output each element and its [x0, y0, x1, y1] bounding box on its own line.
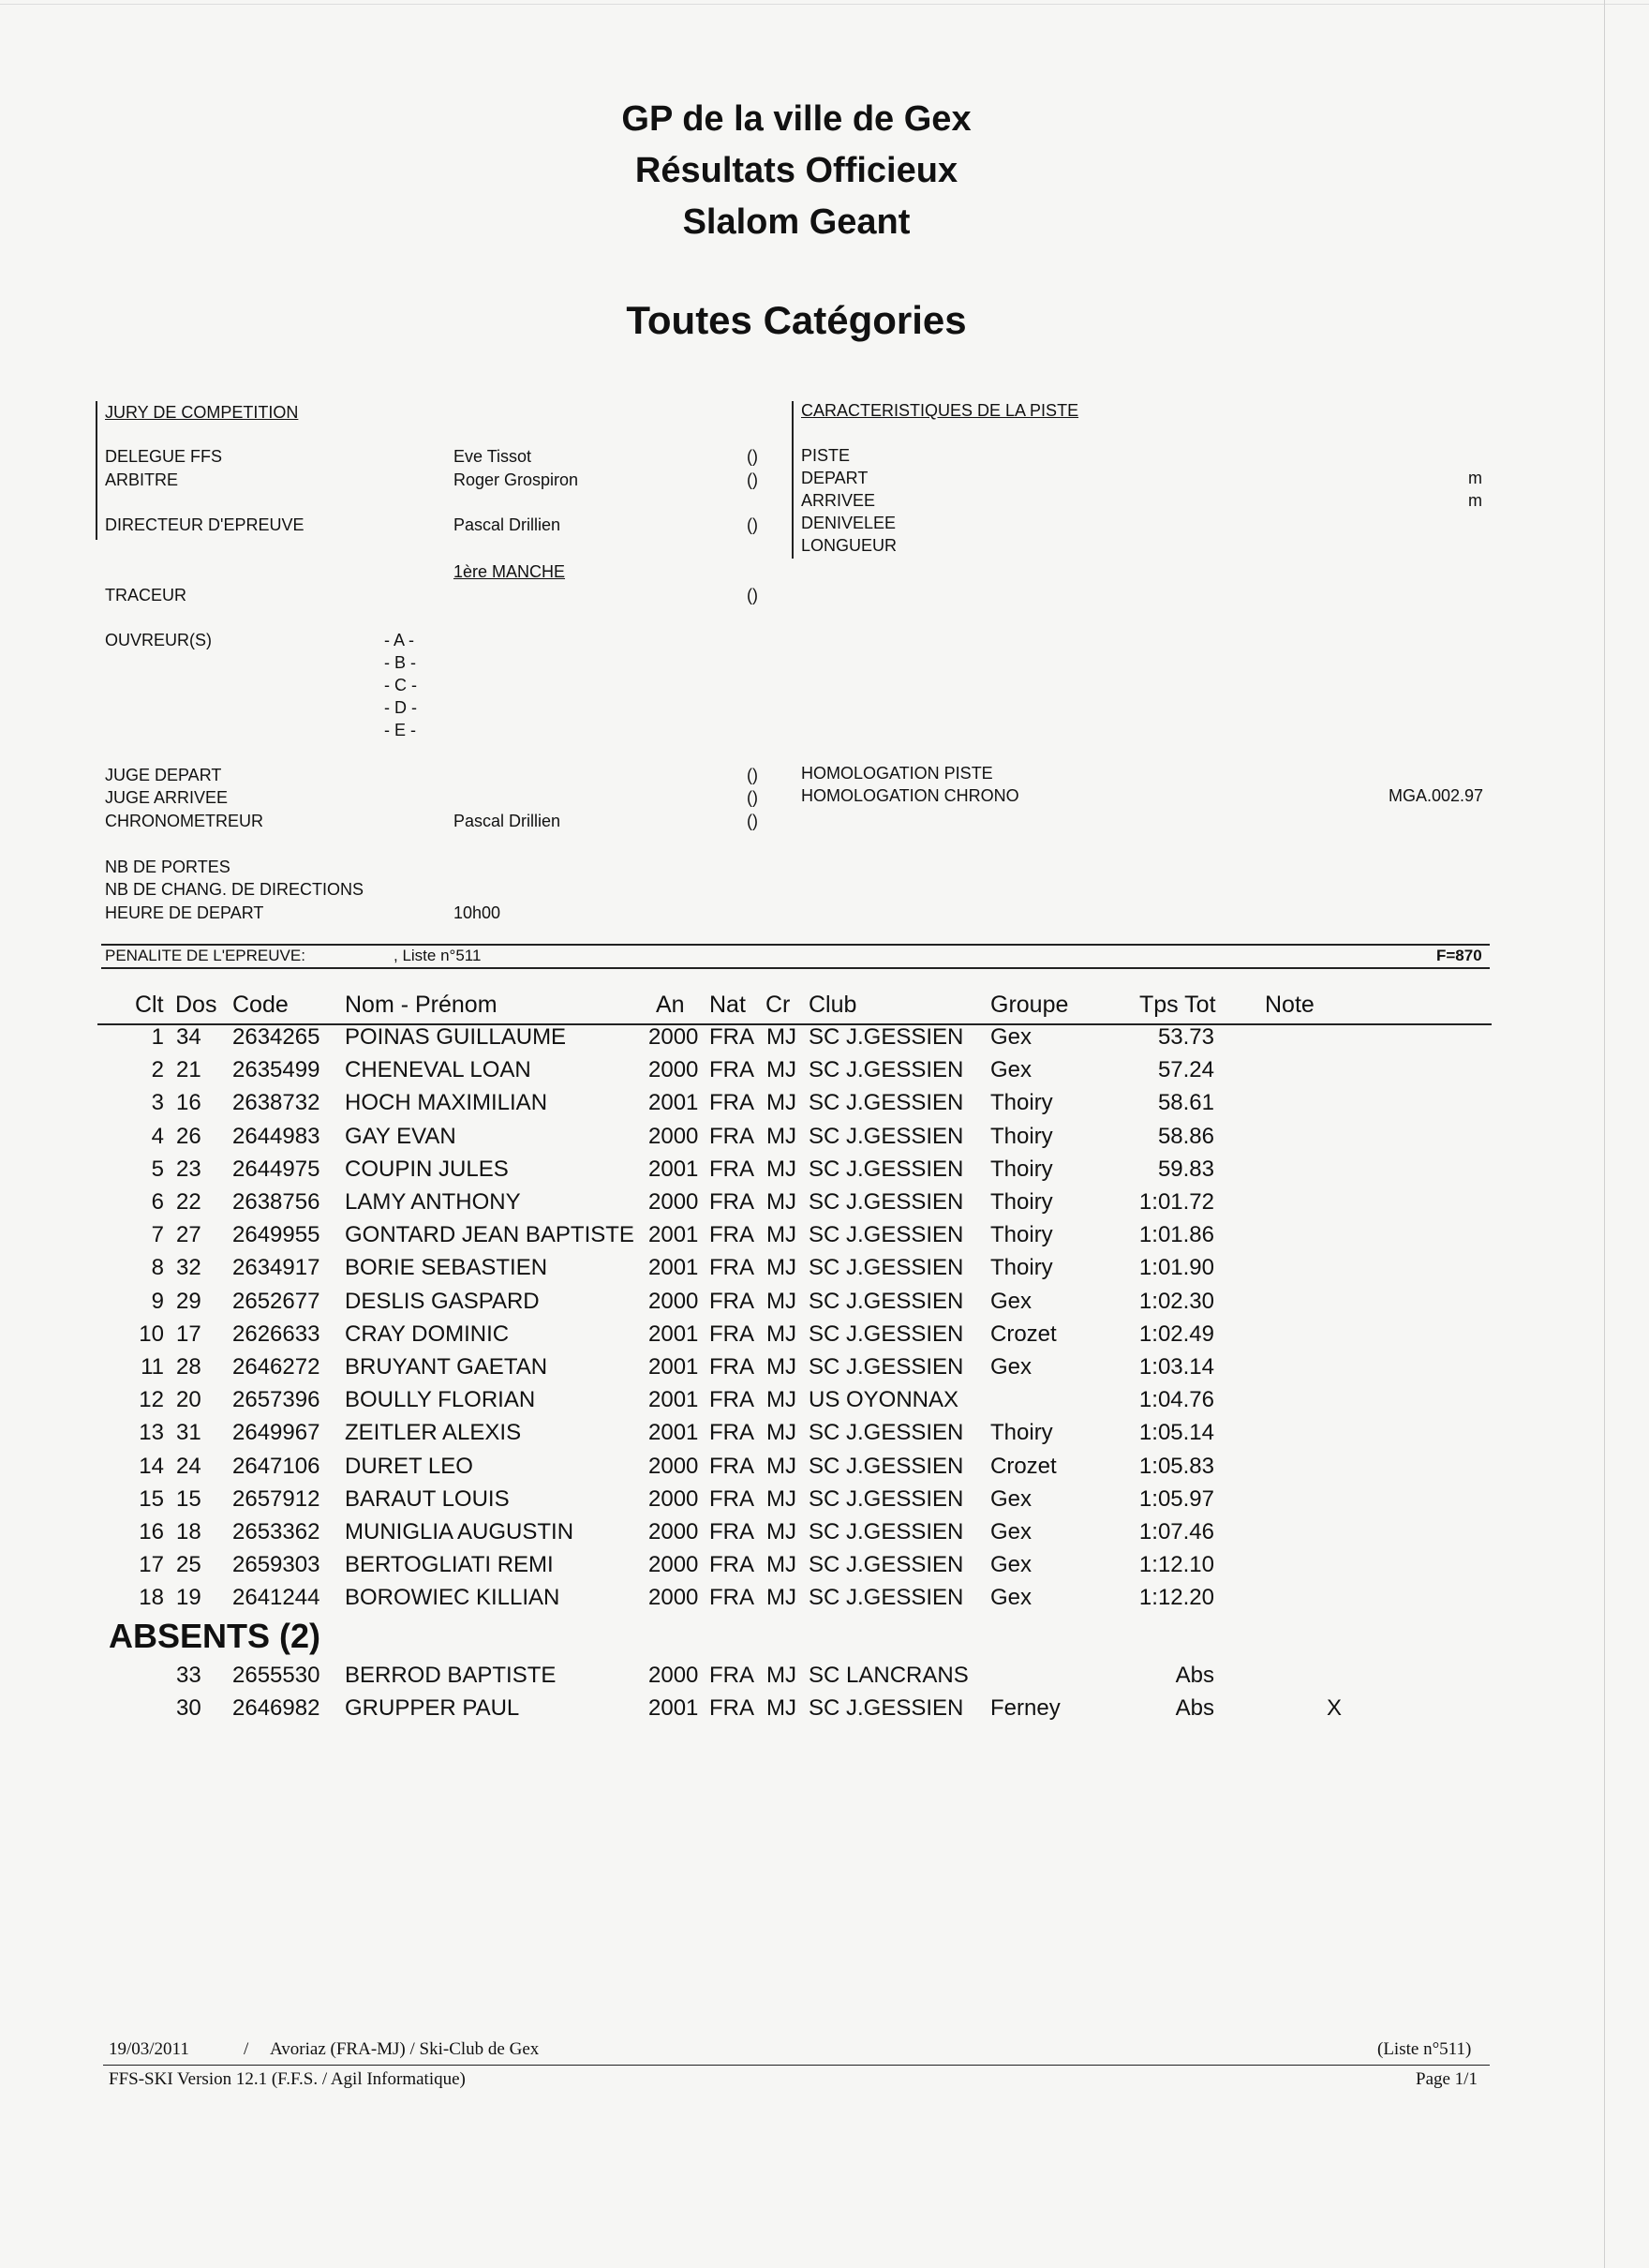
cell-nom: BORIE SEBASTIEN	[345, 1255, 548, 1281]
table-row	[0, 1124, 1593, 1156]
cell-code: 2638732	[232, 1090, 320, 1116]
arbitre-name: Roger Grospiron	[453, 470, 579, 489]
cell-cr: MJ	[766, 1222, 796, 1248]
cell-clt: 16	[139, 1519, 164, 1544]
juge-arrivee-label: JUGE ARRIVEE	[105, 788, 229, 807]
cell-clt: 12	[139, 1387, 164, 1413]
cell-an: 2001	[648, 1387, 699, 1413]
cell-dos: 31	[176, 1420, 201, 1446]
cell-groupe: Gex	[990, 1354, 1032, 1380]
table-row	[0, 1695, 1593, 1727]
ouvreurs-label: OUVREUR(S)	[105, 631, 213, 649]
cell-cr: MJ	[766, 1552, 796, 1578]
cell-nom: CHENEVAL LOAN	[345, 1057, 531, 1083]
cell-an: 2000	[648, 1585, 699, 1611]
cell-dos: 20	[176, 1387, 201, 1413]
cell-nom: BOROWIEC KILLIAN	[345, 1585, 560, 1611]
cell-clt: 17	[139, 1552, 164, 1578]
cell-groupe: Thoiry	[990, 1189, 1053, 1215]
juge-depart-code: ()	[747, 766, 758, 784]
arrivee-label: ARRIVEE	[801, 491, 876, 510]
cell-groupe: Thoiry	[990, 1255, 1053, 1281]
cell-clt: 5	[151, 1156, 164, 1182]
cell-groupe: Thoiry	[990, 1222, 1053, 1248]
traceur-code: ()	[747, 586, 758, 604]
cell-nom: HOCH MAXIMILIAN	[345, 1090, 548, 1116]
cell-nat: FRA	[709, 1255, 754, 1281]
cell-cr: MJ	[766, 1519, 796, 1544]
cell-code: 2646982	[232, 1695, 320, 1722]
cell-club: SC J.GESSIEN	[809, 1321, 964, 1347]
scan-top-edge	[0, 4, 1649, 5]
cell-club: US OYONNAX	[809, 1387, 959, 1413]
cell-cr: MJ	[766, 1090, 796, 1116]
cell-groupe: Crozet	[990, 1453, 1057, 1479]
chrono-label: CHRONOMETREUR	[105, 812, 263, 830]
cell-groupe: Thoiry	[990, 1123, 1053, 1149]
cell-tps: 1:12.10	[1138, 1552, 1214, 1578]
cell-club: SC J.GESSIEN	[809, 1255, 964, 1281]
cell-tps: 1:05.97	[1138, 1485, 1214, 1512]
cell-code: 2644983	[232, 1123, 320, 1149]
cell-clt: 1	[151, 1024, 164, 1050]
cell-club: SC J.GESSIEN	[809, 1354, 964, 1380]
table-row	[0, 1321, 1593, 1353]
cell-dos: 23	[176, 1156, 201, 1182]
heure-value: 10h00	[453, 903, 501, 922]
cell-tps: 58.61	[1157, 1090, 1214, 1116]
cell-nat: FRA	[709, 1123, 754, 1149]
cell-code: 2635499	[232, 1057, 320, 1083]
traceur-label: TRACEUR	[105, 586, 187, 604]
cell-dos: 22	[176, 1189, 201, 1215]
col-header-an: An	[656, 992, 685, 1018]
cell-tps: 1:05.83	[1138, 1453, 1214, 1479]
cell-clt: 13	[139, 1420, 164, 1446]
table-row	[0, 1189, 1593, 1221]
cell-an: 2000	[648, 1552, 699, 1578]
chrono-code: ()	[747, 812, 758, 830]
cell-tps: 1:02.49	[1138, 1321, 1214, 1347]
cell-nom: GONTARD JEAN BAPTISTE	[345, 1222, 634, 1248]
cell-groupe: Thoiry	[990, 1420, 1053, 1446]
longueur-label: LONGUEUR	[801, 536, 898, 555]
cell-tps: 1:04.76	[1138, 1387, 1214, 1413]
cell-tps: 53.73	[1157, 1024, 1214, 1050]
table-row	[0, 1454, 1593, 1485]
manche-label: 1ère MANCHE	[453, 562, 566, 581]
penalite-bottom-rule	[101, 967, 1490, 969]
cell-tps: 57.24	[1157, 1057, 1214, 1083]
cell-cr: MJ	[766, 1189, 796, 1215]
cell-code: 2649955	[232, 1222, 320, 1248]
cell-groupe: Thoiry	[990, 1090, 1053, 1116]
table-row	[0, 1585, 1593, 1617]
cell-nat: FRA	[709, 1222, 754, 1248]
cell-nom: MUNIGLIA AUGUSTIN	[345, 1519, 574, 1544]
cell-club: SC J.GESSIEN	[809, 1189, 964, 1215]
cell-nat: FRA	[709, 1485, 754, 1512]
col-header-dos: Dos	[175, 992, 217, 1018]
col-header-nat: Nat	[709, 992, 746, 1018]
cell-an: 2000	[648, 1485, 699, 1512]
cell-clt: 6	[151, 1189, 164, 1215]
cell-cr: MJ	[766, 1321, 796, 1347]
cell-cr: MJ	[766, 1695, 796, 1722]
cell-groupe: Crozet	[990, 1321, 1057, 1347]
cell-nom: BRUYANT GAETAN	[345, 1354, 548, 1380]
ouvreur-item: - E -	[384, 721, 416, 739]
cell-dos: 29	[176, 1288, 201, 1314]
cell-clt: 4	[151, 1123, 164, 1149]
cell-club: SC J.GESSIEN	[809, 1024, 964, 1050]
directeur-name: Pascal Drillien	[453, 515, 561, 534]
cell-cr: MJ	[766, 1485, 796, 1512]
ouvreur-item: - A -	[384, 631, 415, 649]
col-header-tps: Tps Tot	[1139, 992, 1216, 1018]
cell-code: 2649967	[232, 1420, 320, 1446]
cell-dos: 28	[176, 1354, 201, 1380]
cell-club: SC J.GESSIEN	[809, 1222, 964, 1248]
col-header-nom: Nom - Prénom	[345, 992, 498, 1018]
nb-portes-label: NB DE PORTES	[105, 858, 230, 876]
cell-code: 2626633	[232, 1321, 320, 1347]
cell-club: SC J.GESSIEN	[809, 1288, 964, 1314]
event-title: GP de la ville de Gex	[621, 99, 972, 139]
table-row	[0, 1057, 1593, 1089]
cell-tps: 59.83	[1157, 1156, 1214, 1182]
juge-arrivee-code: ()	[747, 788, 758, 807]
piste-heading: CARACTERISTIQUES DE LA PISTE	[801, 401, 1079, 420]
piste-label: PISTE	[801, 446, 851, 465]
table-row	[0, 1156, 1593, 1188]
cell-dos: 30	[176, 1695, 201, 1722]
footer-software: FFS-SKI Version 12.1 (F.F.S. / Agil Informatique)	[109, 2069, 466, 2089]
table-row	[0, 1222, 1593, 1254]
cell-clt: 11	[141, 1354, 164, 1380]
cell-club: SC J.GESSIEN	[809, 1552, 964, 1578]
table-row	[0, 1486, 1593, 1518]
cell-tps: 1:01.90	[1138, 1255, 1214, 1281]
cell-code: 2655530	[232, 1663, 320, 1688]
cell-nat: FRA	[709, 1585, 754, 1611]
cell-tps: 1:01.72	[1138, 1189, 1214, 1215]
arbitre-code: ()	[747, 470, 758, 489]
cell-nat: FRA	[709, 1024, 754, 1050]
cell-club: SC J.GESSIEN	[809, 1695, 964, 1722]
cell-cr: MJ	[766, 1024, 796, 1050]
cell-clt: 8	[151, 1255, 164, 1281]
col-header-note: Note	[1265, 992, 1315, 1018]
heure-label: HEURE DE DEPART	[105, 903, 264, 922]
cell-nat: FRA	[709, 1453, 754, 1479]
cell-cr: MJ	[766, 1288, 796, 1314]
cell-an: 2001	[648, 1420, 699, 1446]
cell-an: 2000	[648, 1024, 699, 1050]
cell-an: 2001	[648, 1321, 699, 1347]
penalite-label: PENALITE DE L'EPREUVE:	[105, 947, 305, 964]
cell-code: 2646272	[232, 1354, 320, 1380]
cell-nom: BOULLY FLORIAN	[345, 1387, 536, 1413]
cell-nom: BERTOGLIATI REMI	[345, 1552, 554, 1578]
cell-code: 2644975	[232, 1156, 320, 1182]
nb-chang-label: NB DE CHANG. DE DIRECTIONS	[105, 880, 364, 899]
cell-club: SC LANCRANS	[809, 1663, 969, 1688]
footer-rule	[103, 2065, 1490, 2066]
denivelee-label: DENIVELEE	[801, 514, 897, 532]
cell-club: SC J.GESSIEN	[809, 1519, 964, 1544]
penalite-f-value: F=870	[1436, 947, 1482, 964]
cell-club: SC J.GESSIEN	[809, 1485, 964, 1512]
cell-clt: 18	[139, 1585, 164, 1611]
cell-an: 2001	[648, 1156, 699, 1182]
cell-tps: 58.86	[1157, 1123, 1214, 1149]
directeur-code: ()	[747, 515, 758, 534]
col-header-clt: Clt	[135, 992, 164, 1018]
cell-dos: 21	[176, 1057, 201, 1083]
cell-code: 2657912	[232, 1485, 320, 1512]
cell-code: 2657396	[232, 1387, 320, 1413]
cell-nom: BERROD BAPTISTE	[345, 1663, 557, 1688]
cell-note: X	[1327, 1695, 1343, 1722]
cell-nom: BARAUT LOUIS	[345, 1485, 510, 1512]
cell-groupe: Gex	[990, 1024, 1032, 1050]
discipline-title: Slalom Geant	[682, 202, 911, 242]
cell-nat: FRA	[709, 1321, 754, 1347]
cell-cr: MJ	[766, 1420, 796, 1446]
cell-cr: MJ	[766, 1585, 796, 1611]
cell-an: 2001	[648, 1695, 699, 1722]
cell-groupe: Gex	[990, 1057, 1032, 1083]
cell-nat: FRA	[709, 1695, 754, 1722]
cell-nom: GAY EVAN	[345, 1123, 456, 1149]
cell-nat: FRA	[709, 1354, 754, 1380]
cell-an: 2001	[648, 1354, 699, 1380]
cell-an: 2000	[648, 1123, 699, 1149]
absents-heading: ABSENTS (2)	[109, 1617, 321, 1655]
cell-clt: 3	[151, 1090, 164, 1116]
cell-tps: Abs	[1175, 1663, 1214, 1688]
chrono-name: Pascal Drillien	[453, 812, 561, 830]
depart-label: DEPART	[801, 469, 869, 487]
table-row	[0, 1552, 1593, 1584]
cell-cr: MJ	[766, 1453, 796, 1479]
results-status-title: Résultats Officieux	[634, 151, 958, 190]
cell-dos: 34	[176, 1024, 201, 1050]
cell-nat: FRA	[709, 1420, 754, 1446]
table-row	[0, 1519, 1593, 1551]
cell-groupe: Gex	[990, 1288, 1032, 1314]
cell-cr: MJ	[766, 1156, 796, 1182]
cell-club: SC J.GESSIEN	[809, 1453, 964, 1479]
cell-club: SC J.GESSIEN	[809, 1156, 964, 1182]
table-row	[0, 1255, 1593, 1287]
cell-tps: 1:01.86	[1138, 1222, 1214, 1248]
delegue-label: DELEGUE FFS	[105, 447, 223, 466]
cell-an: 2001	[648, 1222, 699, 1248]
col-header-cr: Cr	[765, 992, 791, 1018]
cell-tps: Abs	[1175, 1695, 1214, 1722]
cell-code: 2638756	[232, 1189, 320, 1215]
footer-page: Page 1/1	[1416, 2069, 1478, 2089]
cell-groupe: Gex	[990, 1485, 1032, 1512]
cell-code: 2647106	[232, 1453, 320, 1479]
cell-an: 2000	[648, 1663, 699, 1688]
cell-an: 2000	[648, 1453, 699, 1479]
cell-nat: FRA	[709, 1663, 754, 1688]
cell-nat: FRA	[709, 1057, 754, 1083]
cell-nat: FRA	[709, 1156, 754, 1182]
cell-nat: FRA	[709, 1519, 754, 1544]
ouvreur-item: - D -	[384, 698, 417, 717]
cell-code: 2659303	[232, 1552, 320, 1578]
cell-tps: 1:07.46	[1138, 1519, 1214, 1544]
cell-cr: MJ	[766, 1057, 796, 1083]
cell-code: 2653362	[232, 1519, 320, 1544]
cell-clt: 2	[151, 1057, 164, 1083]
footer-separator: /	[244, 2039, 249, 2059]
cell-groupe: Ferney	[990, 1695, 1061, 1722]
cell-nom: DURET LEO	[345, 1453, 473, 1479]
penalite-top-rule	[101, 944, 1490, 946]
cell-an: 2000	[648, 1519, 699, 1544]
cell-code: 2634917	[232, 1255, 320, 1281]
cell-clt: 7	[151, 1222, 164, 1248]
cell-dos: 15	[176, 1485, 201, 1512]
cell-club: SC J.GESSIEN	[809, 1057, 964, 1083]
arrivee-unit: m	[1468, 491, 1482, 510]
cell-groupe: Gex	[990, 1585, 1032, 1611]
jury-left-rule	[96, 401, 97, 540]
cell-clt: 15	[139, 1485, 164, 1512]
homolog-piste-label: HOMOLOGATION PISTE	[801, 764, 993, 783]
cell-club: SC J.GESSIEN	[809, 1123, 964, 1149]
cell-code: 2641244	[232, 1585, 320, 1611]
cell-dos: 17	[176, 1321, 201, 1347]
cell-club: SC J.GESSIEN	[809, 1585, 964, 1611]
delegue-code: ()	[747, 447, 758, 466]
cell-an: 2001	[648, 1090, 699, 1116]
delegue-name: Eve Tissot	[453, 447, 532, 466]
cell-nom: LAMY ANTHONY	[345, 1189, 521, 1215]
cell-tps: 1:12.20	[1138, 1585, 1214, 1611]
cell-dos: 33	[176, 1663, 201, 1688]
ouvreur-item: - B -	[384, 653, 416, 672]
depart-unit: m	[1468, 469, 1482, 487]
cell-tps: 1:05.14	[1138, 1420, 1214, 1446]
cell-dos: 24	[176, 1453, 201, 1479]
footer-date: 19/03/2011	[109, 2039, 189, 2059]
col-header-club: Club	[809, 992, 857, 1018]
cell-nat: FRA	[709, 1552, 754, 1578]
cell-tps: 1:03.14	[1138, 1354, 1214, 1380]
cell-groupe: Gex	[990, 1519, 1032, 1544]
cell-groupe: Thoiry	[990, 1156, 1053, 1182]
cell-club: SC J.GESSIEN	[809, 1420, 964, 1446]
cell-clt: 14	[139, 1453, 164, 1479]
table-row	[0, 1420, 1593, 1452]
cell-groupe: Gex	[990, 1552, 1032, 1578]
col-header-code: Code	[232, 992, 289, 1018]
ouvreur-item: - C -	[384, 676, 417, 694]
cell-nom: POINAS GUILLAUME	[345, 1024, 567, 1050]
arbitre-label: ARBITRE	[105, 470, 179, 489]
cell-cr: MJ	[766, 1387, 796, 1413]
cell-nat: FRA	[709, 1189, 754, 1215]
category-title: Toutes Catégories	[626, 298, 967, 342]
table-row	[0, 1024, 1593, 1056]
cell-code: 2634265	[232, 1024, 320, 1050]
cell-nom: ZEITLER ALEXIS	[345, 1420, 522, 1446]
footer-location: Avoriaz (FRA-MJ) / Ski-Club de Gex	[270, 2039, 540, 2059]
homolog-chrono-label: HOMOLOGATION CHRONO	[801, 786, 1019, 805]
cell-an: 2000	[648, 1057, 699, 1083]
cell-nom: GRUPPER PAUL	[345, 1695, 520, 1722]
cell-an: 2000	[648, 1189, 699, 1215]
cell-dos: 16	[176, 1090, 201, 1116]
cell-dos: 25	[176, 1552, 201, 1578]
table-row	[0, 1289, 1593, 1321]
scan-right-edge	[1604, 0, 1605, 2268]
cell-an: 2001	[648, 1255, 699, 1281]
cell-nat: FRA	[709, 1288, 754, 1314]
cell-club: SC J.GESSIEN	[809, 1090, 964, 1116]
cell-clt: 9	[151, 1288, 164, 1314]
penalite-liste: , Liste n°511	[394, 947, 482, 964]
cell-clt: 10	[139, 1321, 164, 1347]
cell-nat: FRA	[709, 1387, 754, 1413]
cell-an: 2000	[648, 1288, 699, 1314]
directeur-label: DIRECTEUR D'EPREUVE	[105, 515, 305, 534]
cell-cr: MJ	[766, 1663, 796, 1688]
cell-dos: 18	[176, 1519, 201, 1544]
cell-nat: FRA	[709, 1090, 754, 1116]
cell-cr: MJ	[766, 1123, 796, 1149]
homolog-chrono-value: MGA.002.97	[1389, 786, 1484, 805]
cell-dos: 19	[176, 1585, 201, 1611]
cell-nom: COUPIN JULES	[345, 1156, 509, 1182]
cell-dos: 26	[176, 1123, 201, 1149]
juge-depart-label: JUGE DEPART	[105, 766, 222, 784]
table-row	[0, 1090, 1593, 1122]
cell-tps: 1:02.30	[1138, 1288, 1214, 1314]
cell-nom: DESLIS GASPARD	[345, 1288, 540, 1314]
cell-code: 2652677	[232, 1288, 320, 1314]
jury-heading: JURY DE COMPETITION	[105, 403, 299, 422]
cell-cr: MJ	[766, 1354, 796, 1380]
col-header-groupe: Groupe	[990, 992, 1069, 1018]
cell-cr: MJ	[766, 1255, 796, 1281]
table-row	[0, 1354, 1593, 1386]
cell-nom: CRAY DOMINIC	[345, 1321, 510, 1347]
cell-dos: 32	[176, 1255, 201, 1281]
footer-liste: (Liste n°511)	[1377, 2039, 1472, 2059]
piste-left-rule	[792, 401, 794, 559]
table-row	[0, 1387, 1593, 1419]
cell-dos: 27	[176, 1222, 201, 1248]
table-row	[0, 1663, 1593, 1694]
